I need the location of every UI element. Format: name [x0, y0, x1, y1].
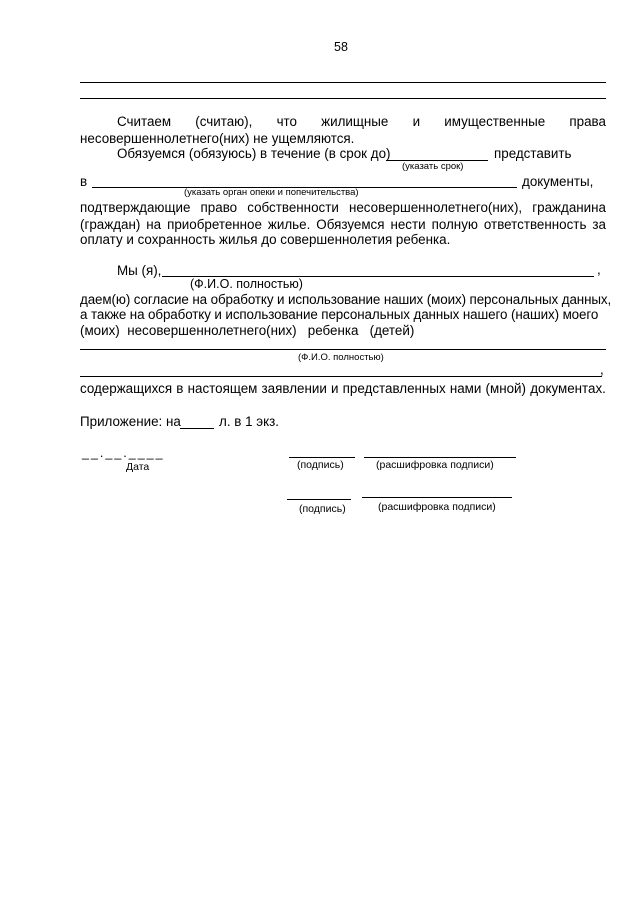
- para2-line2: (граждан) на приобретенное жилье. Обязуемся нести полную ответственность за: [80, 217, 606, 232]
- documents-text: документы,: [522, 174, 594, 189]
- decode-label-1: (расшифровка подписи): [376, 459, 494, 471]
- date-field[interactable]: __.__.____: [82, 446, 165, 460]
- header-blank-line-1[interactable]: [80, 82, 606, 83]
- fio-hint: (Ф.И.О. полностью): [190, 277, 303, 291]
- signature-label-2: (подпись): [299, 503, 346, 515]
- child-fio-blank-line[interactable]: [80, 349, 606, 350]
- authority-hint: (указать орган опеки и попечительства): [184, 187, 359, 198]
- para2-line3: оплату и сохранность жилья до совершеннолетия ребенка.: [80, 232, 451, 247]
- decode-line-1[interactable]: [364, 457, 516, 458]
- header-blank-line-2[interactable]: [80, 98, 606, 99]
- attachment-pages-blank[interactable]: [180, 428, 214, 429]
- v-text: в: [80, 174, 88, 189]
- signature-label-1: (подпись): [297, 459, 344, 471]
- para2-line1: подтверждающие право собственности несовершеннолетнего(них), гражданина: [80, 200, 606, 215]
- attachment-prefix: Приложение: на: [80, 414, 181, 429]
- consent-line1: даем(ю) согласие на обработку и использование наших (моих) персональных данных,: [80, 292, 612, 307]
- we-label: Мы (я),: [117, 263, 162, 278]
- term-hint: (указать срок): [402, 161, 464, 172]
- page-number: 58: [334, 40, 348, 54]
- fio-comma: ,: [597, 262, 601, 277]
- child-fio-hint: (Ф.И.О. полностью): [298, 352, 384, 363]
- signature-line-1[interactable]: [289, 457, 355, 458]
- consent-line3: (моих) несовершеннолетнего(них) ребенка (детей): [80, 323, 415, 338]
- date-label: Дата: [126, 461, 150, 473]
- consent-line2: а также на обработку и использование персональных данных нашего (наших) моего: [80, 307, 599, 322]
- para1-line2: несовершеннолетнего(них) не ущемляются.: [80, 131, 355, 146]
- para1-line1: Считаем (считаю), что жилищные и имущественные права: [117, 114, 606, 129]
- contained-line: содержащихся в настоящем заявлении и представленных нами (мной) документах.: [80, 381, 606, 396]
- decode-line-2[interactable]: [362, 497, 512, 498]
- attachment-suffix: л. в 1 экз.: [219, 414, 279, 429]
- decode-label-2: (расшифровка подписи): [378, 501, 496, 513]
- extra-comma: ,: [600, 362, 604, 377]
- represent-text: представить: [494, 146, 572, 161]
- obligation-text: Обязуемся (обязуюсь) в течение (в срок до): [117, 146, 391, 161]
- extra-blank-line[interactable]: [80, 376, 602, 377]
- signature-line-2[interactable]: [287, 499, 351, 500]
